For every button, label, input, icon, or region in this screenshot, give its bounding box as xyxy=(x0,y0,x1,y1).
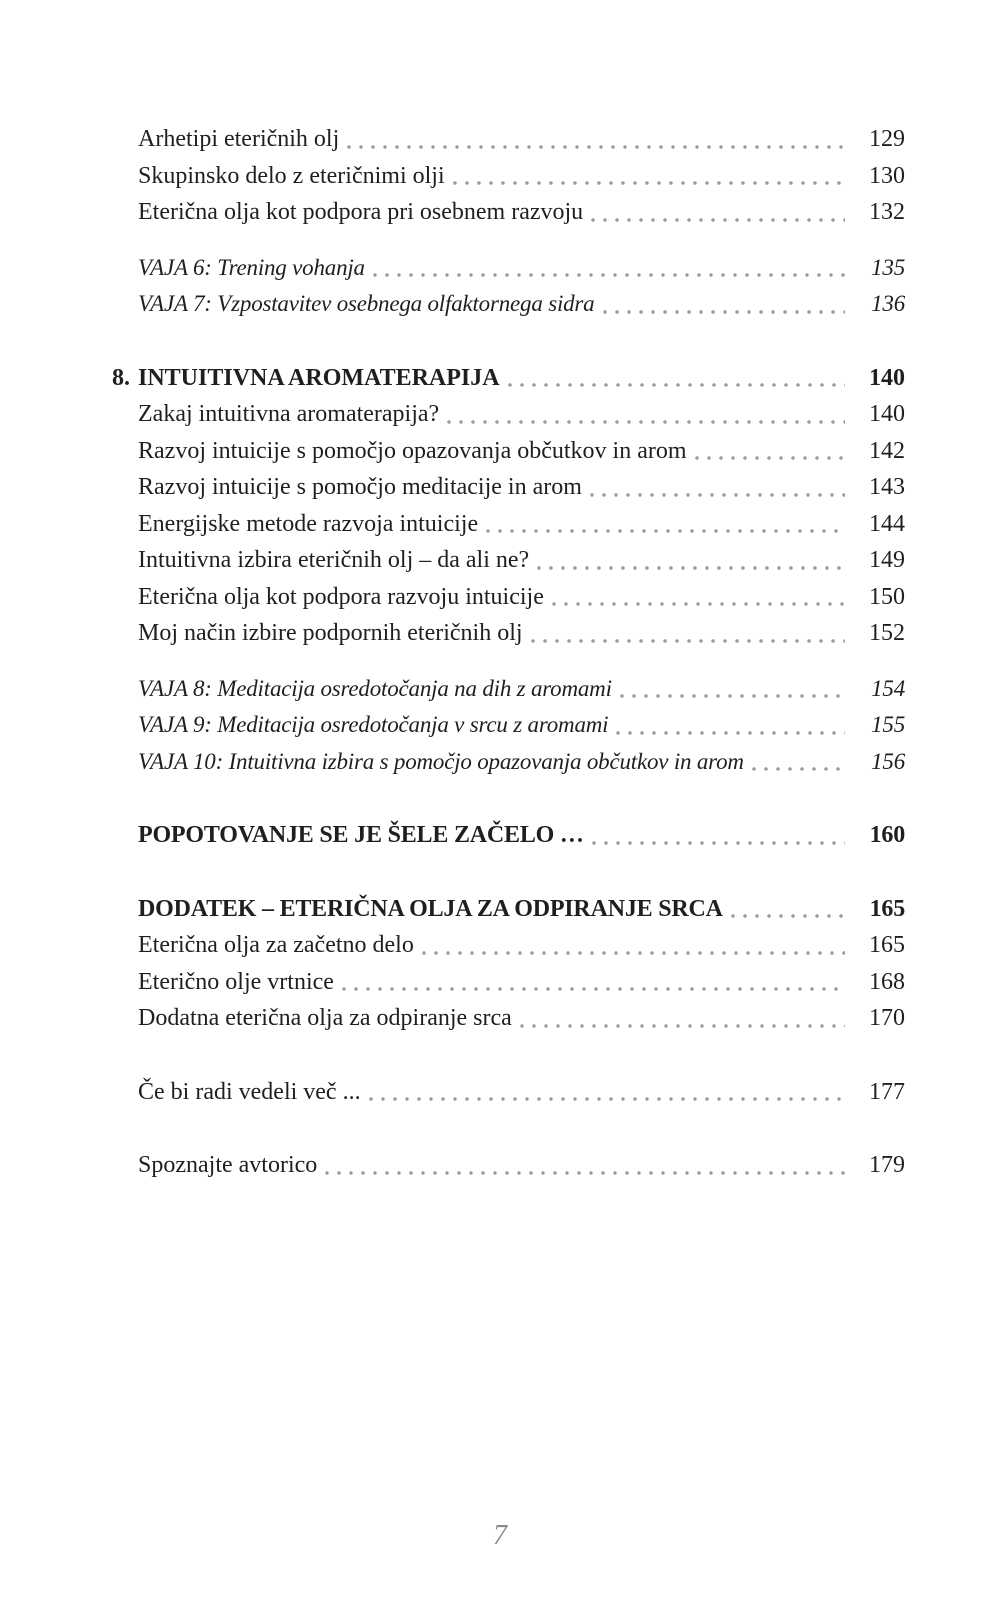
toc-entry xyxy=(138,964,905,1001)
toc-section-heading xyxy=(138,891,905,928)
toc-entry-page: 165 xyxy=(869,932,905,958)
toc-entry-page: 144 xyxy=(869,510,905,537)
dot-leader xyxy=(508,383,845,387)
toc-entry-page: 170 xyxy=(869,1005,905,1031)
toc-entry-page: 156 xyxy=(871,748,905,774)
toc-entry-label: Eterično olje vrtnice xyxy=(138,968,334,995)
toc-entry-label: VAJA 10: Intuitivna izbira s pomočjo opazovanja občutkov in arom xyxy=(138,748,744,774)
dot-leader xyxy=(447,420,845,424)
dot-leader xyxy=(592,841,845,845)
dot-leader xyxy=(695,456,845,460)
toc-entry-label: VAJA 9: Meditacija osredotočanja v srcu z aromami xyxy=(138,712,609,737)
dot-leader xyxy=(347,145,845,149)
dot-leader xyxy=(537,566,845,570)
toc-entry-label: Eterična olja kot podpora pri osebnem razvoju xyxy=(138,199,584,225)
dot-leader xyxy=(325,1171,845,1175)
toc-entry-page: 129 xyxy=(869,126,905,152)
toc-entry-label: Dodatna eterična olja za odpiranje srca xyxy=(138,1005,512,1031)
toc-section-heading xyxy=(138,817,905,854)
toc-entry-label: DODATEK – ETERIČNA OLJA ZA ODPIRANJE SRCA xyxy=(138,895,723,922)
toc-entry-page: 177 xyxy=(869,1078,905,1105)
toc-entry xyxy=(138,579,905,616)
toc-entry-page: 135 xyxy=(871,254,905,280)
dot-leader xyxy=(731,914,845,918)
toc-entry-exercise xyxy=(138,286,905,323)
toc-entry-page: 142 xyxy=(869,437,905,464)
dot-leader xyxy=(616,731,845,735)
toc-entry-page: 168 xyxy=(869,968,905,995)
toc-entry xyxy=(138,1147,905,1184)
toc-entry xyxy=(138,194,905,231)
toc-entry-label: Razvoj intuicije s pomočjo meditacije in arom xyxy=(138,474,582,500)
toc-entry xyxy=(138,1000,905,1037)
toc-entry-label: Zakaj intuitivna aromaterapija? xyxy=(138,401,440,427)
toc-entry xyxy=(138,927,905,964)
dot-leader xyxy=(552,602,845,606)
dot-leader xyxy=(752,767,845,771)
toc-entry-page: 140 xyxy=(869,364,905,391)
dot-leader xyxy=(422,951,845,955)
dot-leader xyxy=(590,493,845,497)
dot-leader xyxy=(342,987,845,991)
toc-entry-exercise xyxy=(138,744,905,781)
toc-entry-page: 132 xyxy=(869,199,905,225)
toc-entry-page: 140 xyxy=(869,401,905,427)
toc-entry-label: Arhetipi eteričnih olj xyxy=(138,126,340,152)
toc-entry-page: 160 xyxy=(869,822,905,848)
toc-entry xyxy=(138,506,905,543)
toc-entry-label: VAJA 6: Trening vohanja xyxy=(138,254,365,280)
toc-entry-exercise xyxy=(138,250,905,287)
toc-entry-page: 130 xyxy=(869,162,905,189)
toc-entry-exercise xyxy=(138,707,905,744)
dot-leader xyxy=(369,1097,845,1101)
dot-leader xyxy=(620,694,845,698)
dot-leader xyxy=(603,310,846,314)
toc-entry-page: 136 xyxy=(871,291,905,316)
toc-entry-label: Intuitivna izbira eteričnih olj – da ali ne? xyxy=(138,547,530,573)
dot-leader xyxy=(531,639,845,643)
toc-entry-page: 152 xyxy=(869,620,905,646)
dot-leader xyxy=(453,181,845,185)
toc-chapter-heading xyxy=(112,360,905,397)
toc-entry-label: INTUITIVNA AROMATERAPIJA xyxy=(138,364,500,391)
toc-entry-label: Moj način izbire podpornih eteričnih olj xyxy=(138,620,523,646)
toc-entry-label: VAJA 8: Meditacija osredotočanja na dih z aromami xyxy=(138,675,612,701)
toc-entry-label: Razvoj intuicije s pomočjo opazovanja občutkov in arom xyxy=(138,437,687,464)
toc-entry-label: Eterična olja kot podpora razvoju intuicije xyxy=(138,583,544,610)
dot-leader xyxy=(591,218,845,222)
toc-entry-label: POPOTOVANJE SE JE ŠELE ZAČELO … xyxy=(138,822,584,848)
toc-entry-page: 150 xyxy=(869,583,905,610)
toc-entry-label: Spoznajte avtorico xyxy=(138,1152,318,1178)
toc-entry-page: 179 xyxy=(869,1152,905,1178)
dot-leader xyxy=(373,273,845,277)
toc-entry xyxy=(138,542,905,579)
toc-entry xyxy=(138,1074,905,1111)
toc-entry-page: 143 xyxy=(869,474,905,500)
chapter-number: 8. xyxy=(112,364,130,391)
toc-entry xyxy=(138,433,905,470)
toc-entry-page: 155 xyxy=(871,712,905,737)
toc-entry-page: 154 xyxy=(871,675,905,701)
toc-entry-label: Eterična olja za začetno delo xyxy=(138,932,414,958)
toc-entry-page: 149 xyxy=(869,547,905,573)
toc-entry-label: VAJA 7: Vzpostavitev osebnega olfaktornega sidra xyxy=(138,291,595,316)
page-number-footer: 7 xyxy=(493,1520,507,1551)
toc-entry xyxy=(138,396,905,433)
toc-entry-exercise xyxy=(138,671,905,708)
dot-leader xyxy=(520,1024,845,1028)
toc-entry-page: 165 xyxy=(869,895,905,922)
toc-entry-label: Energijske metode razvoja intuicije xyxy=(138,510,479,537)
toc-entry-label: Če bi radi vedeli več ... xyxy=(138,1078,361,1105)
toc-entry xyxy=(138,158,905,195)
toc-entry xyxy=(138,121,905,158)
toc-entry-label: Skupinsko delo z eteričnimi olji xyxy=(138,162,445,189)
toc-entry xyxy=(138,469,905,506)
dot-leader xyxy=(486,529,845,533)
toc-entry xyxy=(138,615,905,652)
